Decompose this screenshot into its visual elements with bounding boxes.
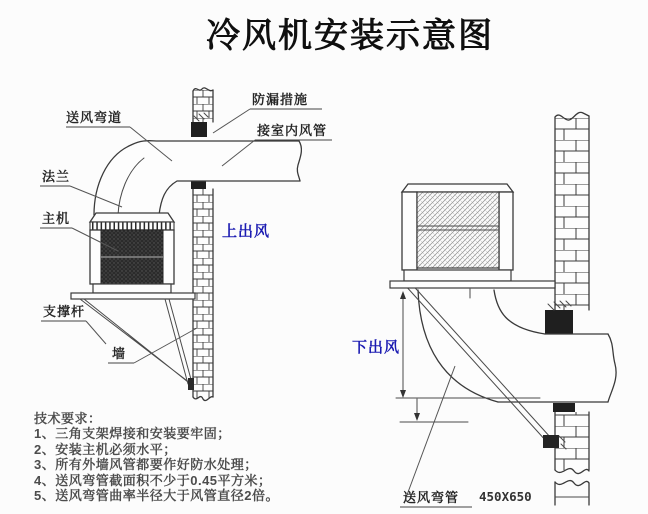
left-main-unit xyxy=(90,213,174,293)
label-support-rod: 支撑杆 xyxy=(43,304,86,319)
label-flange: 法兰 xyxy=(42,169,71,184)
left-support-struts xyxy=(80,299,194,390)
tech-notes-heading: 技术要求： xyxy=(34,411,102,426)
label-top-outlet: 上出风 xyxy=(222,223,271,240)
label-duct-bend: 送风弯道 xyxy=(66,110,123,125)
label-bottom-outlet: 下出风 xyxy=(352,339,401,356)
label-main-unit: 主机 xyxy=(42,211,71,226)
left-diagram xyxy=(40,88,332,401)
label-duct-bend-pipe: 送风弯管 xyxy=(403,490,460,505)
left-wall xyxy=(191,88,213,401)
left-labels xyxy=(40,92,332,363)
label-duct-size: 450X650 xyxy=(479,489,532,504)
right-diagram xyxy=(352,112,616,507)
right-shelf xyxy=(390,281,555,288)
tech-note-item: 4、送风弯管截面积不少于0.45平方米； xyxy=(34,472,272,488)
right-main-unit xyxy=(402,184,513,281)
label-indoor-duct: 接室内风管 xyxy=(257,123,328,138)
tech-note-item: 3、所有外墙风管都要作好防水处理； xyxy=(34,457,258,473)
tech-note-item: 2、安装主机必须水平； xyxy=(34,441,177,457)
wall-seal-lower-right xyxy=(553,403,575,412)
tech-note-item: 5、送风弯管曲率半径大于风管直径2倍。 xyxy=(34,488,279,504)
label-leak-prevention: 防漏措施 xyxy=(252,92,309,107)
left-shelf xyxy=(71,293,195,299)
label-wall: 墙 xyxy=(112,346,127,361)
tech-note-item: 1、三角支架焊接和安装要牢固； xyxy=(34,426,231,442)
wall-seal-lower xyxy=(191,181,206,189)
technical-requirements xyxy=(34,411,354,503)
page-title: 冷风机安装示意图 xyxy=(206,17,494,55)
